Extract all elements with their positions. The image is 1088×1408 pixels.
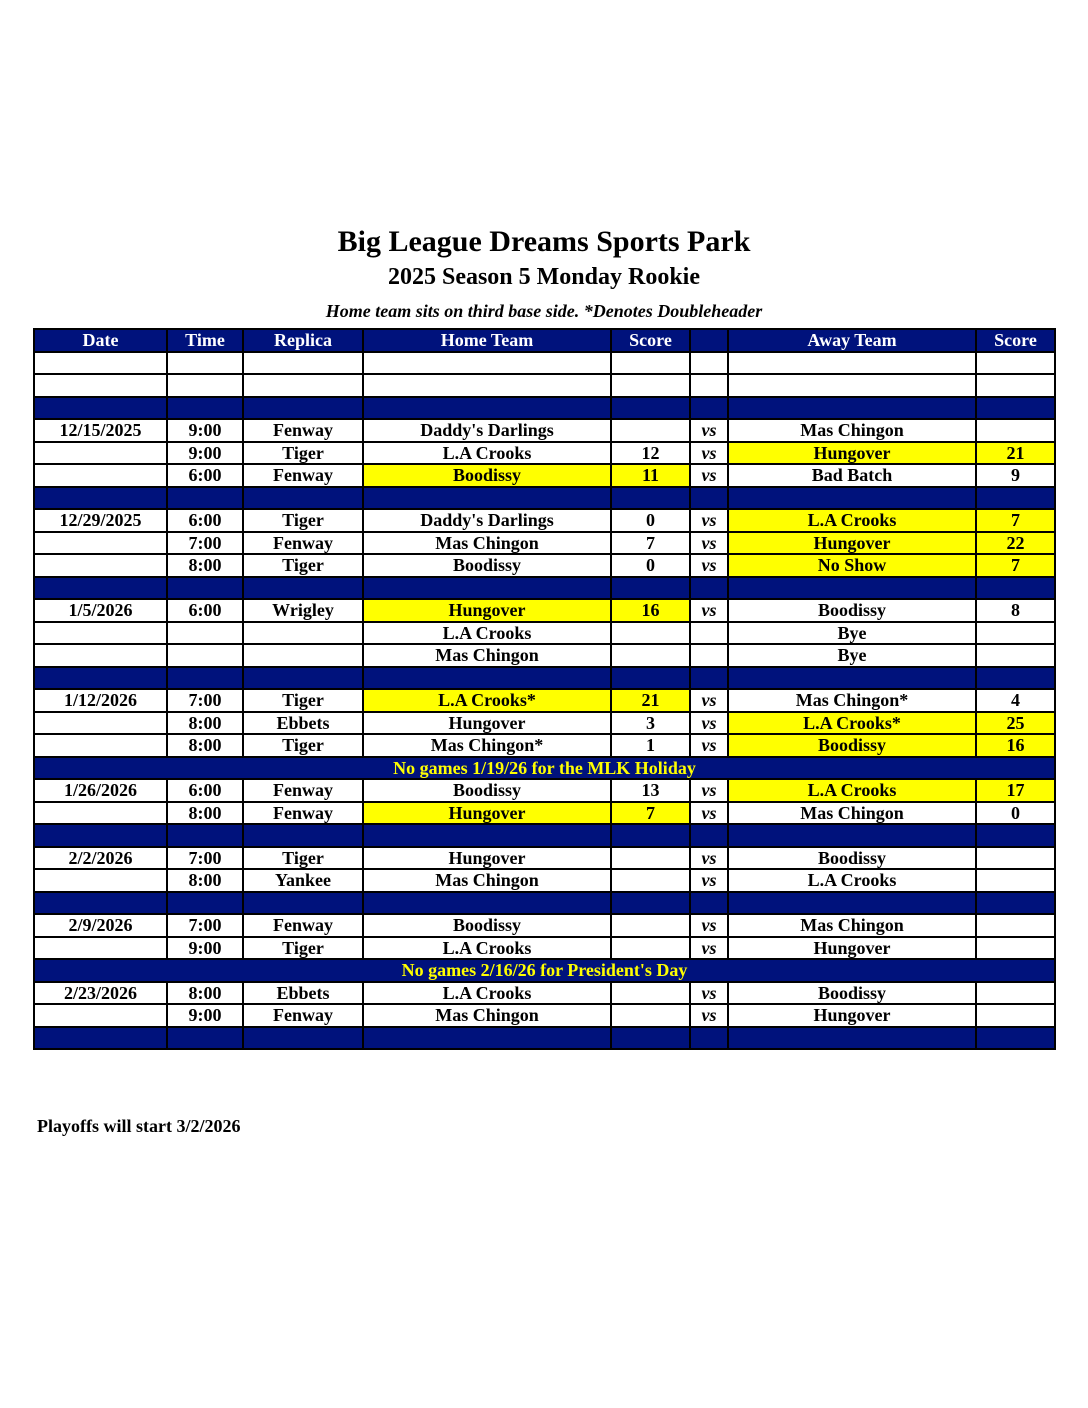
game-row (34, 847, 1055, 870)
holiday-banner-row (34, 959, 1055, 982)
date-cell: 12/29/2025 (34, 509, 167, 532)
time-cell: 6:00 (167, 779, 243, 802)
vs-cell: vs (690, 869, 728, 892)
away-team-cell: Bye (728, 644, 976, 667)
away-team-cell: Boodissy (728, 982, 976, 1005)
vs-cell: vs (690, 847, 728, 870)
replica-cell: Yankee (243, 869, 363, 892)
date-cell: 1/5/2026 (34, 599, 167, 622)
date-cell (34, 1004, 167, 1027)
empty-cell (976, 1027, 1055, 1050)
away-team-cell: Boodissy (728, 734, 976, 757)
time-cell: 8:00 (167, 982, 243, 1005)
replica-cell: Fenway (243, 1004, 363, 1027)
home-score-cell (611, 982, 690, 1005)
home-team-cell: L.A Crooks (363, 982, 611, 1005)
game-row (34, 869, 1055, 892)
vs-cell: vs (690, 802, 728, 825)
replica-cell: Fenway (243, 532, 363, 555)
home-score-cell: 11 (611, 464, 690, 487)
empty-cell (243, 667, 363, 690)
away-score-cell (976, 937, 1055, 960)
home-team-cell: L.A Crooks* (363, 689, 611, 712)
time-cell: 6:00 (167, 599, 243, 622)
empty-cell (690, 667, 728, 690)
vs-cell: vs (690, 937, 728, 960)
separator-row (34, 397, 1055, 420)
empty-cell (690, 374, 728, 397)
replica-cell: Fenway (243, 914, 363, 937)
replica-cell: Fenway (243, 419, 363, 442)
replica-cell: Tiger (243, 734, 363, 757)
header-time: Time (167, 329, 243, 352)
empty-cell (34, 374, 167, 397)
empty-cell (34, 824, 167, 847)
away-team-cell: L.A Crooks (728, 509, 976, 532)
date-cell (34, 937, 167, 960)
away-team-cell: Mas Chingon* (728, 689, 976, 712)
date-cell (34, 554, 167, 577)
header-away-team: Away Team (728, 329, 976, 352)
table-header-row (34, 329, 1055, 352)
vs-cell: vs (690, 554, 728, 577)
time-cell: 8:00 (167, 712, 243, 735)
empty-cell (34, 487, 167, 510)
game-row (34, 779, 1055, 802)
empty-cell (34, 667, 167, 690)
header-replica: Replica (243, 329, 363, 352)
time-cell: 9:00 (167, 419, 243, 442)
vs-cell: vs (690, 419, 728, 442)
game-row (34, 734, 1055, 757)
header-home-team: Home Team (363, 329, 611, 352)
away-team-cell: Mas Chingon (728, 914, 976, 937)
game-row (34, 1004, 1055, 1027)
home-team-cell: Hungover (363, 802, 611, 825)
vs-cell: vs (690, 779, 728, 802)
game-row (34, 419, 1055, 442)
separator-row (34, 487, 1055, 510)
time-cell: 6:00 (167, 509, 243, 532)
away-score-cell (976, 644, 1055, 667)
home-score-cell (611, 1004, 690, 1027)
game-row (34, 644, 1055, 667)
replica-cell: Tiger (243, 937, 363, 960)
holiday-banner-row (34, 757, 1055, 780)
home-score-cell: 0 (611, 509, 690, 532)
separator-row (34, 824, 1055, 847)
separator-row (34, 892, 1055, 915)
home-team-cell: Hungover (363, 847, 611, 870)
vs-cell: vs (690, 982, 728, 1005)
empty-cell (728, 892, 976, 915)
empty-cell (363, 374, 611, 397)
empty-cell (611, 892, 690, 915)
page-subtitle: 2025 Season 5 Monday Rookie (387, 264, 701, 290)
empty-cell (34, 577, 167, 600)
away-score-cell: 22 (976, 532, 1055, 555)
empty-cell (611, 487, 690, 510)
home-team-cell: Mas Chingon* (363, 734, 611, 757)
playoffs-note: Playoffs will start 3/2/2026 (37, 1116, 241, 1136)
empty-cell (167, 352, 243, 375)
time-cell: 8:00 (167, 802, 243, 825)
date-cell: 2/23/2026 (34, 982, 167, 1005)
away-team-cell: L.A Crooks (728, 869, 976, 892)
vs-cell (690, 644, 728, 667)
home-team-cell: Mas Chingon (363, 869, 611, 892)
empty-cell (243, 352, 363, 375)
empty-cell (976, 487, 1055, 510)
empty-cell (976, 577, 1055, 600)
home-score-cell: 16 (611, 599, 690, 622)
home-team-cell: Boodissy (363, 914, 611, 937)
empty-cell (167, 397, 243, 420)
vs-cell: vs (690, 442, 728, 465)
replica-cell: Tiger (243, 847, 363, 870)
home-team-cell: Hungover (363, 599, 611, 622)
home-team-cell: Mas Chingon (363, 532, 611, 555)
date-cell (34, 442, 167, 465)
home-team-cell: Boodissy (363, 554, 611, 577)
home-team-cell: Mas Chingon (363, 1004, 611, 1027)
replica-cell: Tiger (243, 554, 363, 577)
replica-cell: Tiger (243, 689, 363, 712)
home-score-cell: 0 (611, 554, 690, 577)
date-cell (34, 532, 167, 555)
empty-cell (728, 824, 976, 847)
empty-cell (363, 397, 611, 420)
home-score-cell (611, 644, 690, 667)
away-team-cell: Hungover (728, 937, 976, 960)
empty-cell (167, 374, 243, 397)
game-row (34, 982, 1055, 1005)
replica-cell: Ebbets (243, 712, 363, 735)
replica-cell (243, 644, 363, 667)
empty-cell (611, 397, 690, 420)
time-cell: 9:00 (167, 442, 243, 465)
away-score-cell (976, 1004, 1055, 1027)
empty-cell (363, 667, 611, 690)
empty-cell (690, 1027, 728, 1050)
date-cell (34, 869, 167, 892)
empty-cell (363, 892, 611, 915)
empty-cell (363, 352, 611, 375)
game-row (34, 554, 1055, 577)
empty-cell (728, 577, 976, 600)
date-cell (34, 734, 167, 757)
away-score-cell: 16 (976, 734, 1055, 757)
date-cell (34, 464, 167, 487)
away-team-cell: Hungover (728, 532, 976, 555)
empty-cell (34, 352, 167, 375)
schedule-note: Home team sits on third base side. *Denotes Doubleheader (325, 301, 763, 321)
blank-row (34, 352, 1055, 375)
empty-cell (690, 824, 728, 847)
schedule-body (34, 352, 1055, 1050)
time-cell: 9:00 (167, 1004, 243, 1027)
empty-cell (976, 824, 1055, 847)
game-row (34, 802, 1055, 825)
vs-cell (690, 622, 728, 645)
separator-row (34, 667, 1055, 690)
replica-cell: Fenway (243, 802, 363, 825)
vs-cell: vs (690, 532, 728, 555)
home-score-cell (611, 914, 690, 937)
empty-cell (243, 487, 363, 510)
away-score-cell: 25 (976, 712, 1055, 735)
time-cell (167, 622, 243, 645)
away-score-cell (976, 869, 1055, 892)
time-cell: 7:00 (167, 689, 243, 712)
date-cell (34, 644, 167, 667)
away-team-cell: Mas Chingon (728, 802, 976, 825)
empty-cell (728, 487, 976, 510)
game-row (34, 509, 1055, 532)
empty-cell (976, 397, 1055, 420)
home-score-cell (611, 622, 690, 645)
home-score-cell (611, 869, 690, 892)
away-score-cell: 7 (976, 554, 1055, 577)
empty-cell (167, 487, 243, 510)
date-cell: 1/12/2026 (34, 689, 167, 712)
replica-cell: Tiger (243, 509, 363, 532)
game-row (34, 937, 1055, 960)
game-row (34, 712, 1055, 735)
away-team-cell: Boodissy (728, 599, 976, 622)
home-team-cell: Boodissy (363, 464, 611, 487)
date-cell: 1/26/2026 (34, 779, 167, 802)
empty-cell (728, 352, 976, 375)
home-score-cell: 13 (611, 779, 690, 802)
empty-cell (363, 577, 611, 600)
time-cell: 9:00 (167, 937, 243, 960)
empty-cell (167, 577, 243, 600)
vs-cell: vs (690, 464, 728, 487)
empty-cell (611, 667, 690, 690)
away-team-cell: Hungover (728, 442, 976, 465)
away-team-cell: Hungover (728, 1004, 976, 1027)
replica-cell: Tiger (243, 442, 363, 465)
date-cell (34, 802, 167, 825)
game-row (34, 914, 1055, 937)
time-cell: 7:00 (167, 532, 243, 555)
vs-cell: vs (690, 509, 728, 532)
empty-cell (243, 397, 363, 420)
away-team-cell: L.A Crooks (728, 779, 976, 802)
time-cell: 8:00 (167, 734, 243, 757)
header-away-score: Score (976, 329, 1055, 352)
home-team-cell: L.A Crooks (363, 937, 611, 960)
empty-cell (690, 397, 728, 420)
away-score-cell (976, 982, 1055, 1005)
home-team-cell: Boodissy (363, 779, 611, 802)
empty-cell (728, 667, 976, 690)
empty-cell (611, 577, 690, 600)
home-score-cell: 12 (611, 442, 690, 465)
empty-cell (728, 374, 976, 397)
holiday-banner: No games 1/19/26 for the MLK Holiday (34, 757, 1055, 780)
date-cell: 12/15/2025 (34, 419, 167, 442)
empty-cell (34, 892, 167, 915)
empty-cell (728, 397, 976, 420)
away-team-cell: Mas Chingon (728, 419, 976, 442)
empty-cell (690, 892, 728, 915)
away-score-cell: 8 (976, 599, 1055, 622)
away-team-cell: Bad Batch (728, 464, 976, 487)
date-cell (34, 712, 167, 735)
home-score-cell: 3 (611, 712, 690, 735)
empty-cell (690, 352, 728, 375)
vs-cell: vs (690, 734, 728, 757)
date-cell: 2/2/2026 (34, 847, 167, 870)
empty-cell (976, 374, 1055, 397)
away-score-cell: 9 (976, 464, 1055, 487)
time-cell: 6:00 (167, 464, 243, 487)
empty-cell (611, 374, 690, 397)
game-row (34, 599, 1055, 622)
home-score-cell (611, 419, 690, 442)
empty-cell (243, 892, 363, 915)
empty-cell (34, 1027, 167, 1050)
time-cell: 8:00 (167, 554, 243, 577)
empty-cell (34, 397, 167, 420)
away-score-cell: 4 (976, 689, 1055, 712)
away-score-cell: 21 (976, 442, 1055, 465)
vs-cell: vs (690, 712, 728, 735)
home-score-cell: 21 (611, 689, 690, 712)
game-row (34, 442, 1055, 465)
empty-cell (611, 1027, 690, 1050)
vs-cell: vs (690, 1004, 728, 1027)
empty-cell (363, 824, 611, 847)
home-team-cell: Daddy's Darlings (363, 509, 611, 532)
empty-cell (976, 352, 1055, 375)
away-score-cell (976, 622, 1055, 645)
empty-cell (167, 892, 243, 915)
empty-cell (167, 824, 243, 847)
away-team-cell: Boodissy (728, 847, 976, 870)
replica-cell: Ebbets (243, 982, 363, 1005)
home-team-cell: Hungover (363, 712, 611, 735)
empty-cell (243, 824, 363, 847)
away-score-cell: 0 (976, 802, 1055, 825)
home-score-cell (611, 847, 690, 870)
home-score-cell: 7 (611, 532, 690, 555)
home-score-cell: 7 (611, 802, 690, 825)
header-home-score: Score (611, 329, 690, 352)
page-title: Big League Dreams Sports Park (337, 225, 751, 258)
separator-row (34, 577, 1055, 600)
empty-cell (243, 577, 363, 600)
separator-row (34, 1027, 1055, 1050)
date-cell: 2/9/2026 (34, 914, 167, 937)
date-cell (34, 622, 167, 645)
empty-cell (690, 487, 728, 510)
home-team-cell: L.A Crooks (363, 442, 611, 465)
home-team-cell: L.A Crooks (363, 622, 611, 645)
away-team-cell: Bye (728, 622, 976, 645)
schedule-table (33, 328, 1056, 1050)
header-vs (690, 329, 728, 352)
empty-cell (728, 1027, 976, 1050)
holiday-banner: No games 2/16/26 for President's Day (34, 959, 1055, 982)
header-date: Date (34, 329, 167, 352)
empty-cell (976, 892, 1055, 915)
away-team-cell: No Show (728, 554, 976, 577)
away-team-cell: L.A Crooks* (728, 712, 976, 735)
home-score-cell: 1 (611, 734, 690, 757)
time-cell (167, 644, 243, 667)
empty-cell (363, 487, 611, 510)
game-row (34, 689, 1055, 712)
away-score-cell (976, 419, 1055, 442)
vs-cell: vs (690, 599, 728, 622)
game-row (34, 464, 1055, 487)
home-team-cell: Daddy's Darlings (363, 419, 611, 442)
game-row (34, 532, 1055, 555)
vs-cell: vs (690, 689, 728, 712)
vs-cell: vs (690, 914, 728, 937)
time-cell: 7:00 (167, 914, 243, 937)
home-score-cell (611, 937, 690, 960)
time-cell: 8:00 (167, 869, 243, 892)
time-cell: 7:00 (167, 847, 243, 870)
away-score-cell: 7 (976, 509, 1055, 532)
empty-cell (167, 1027, 243, 1050)
game-row (34, 622, 1055, 645)
empty-cell (167, 667, 243, 690)
empty-cell (363, 1027, 611, 1050)
blank-row (34, 374, 1055, 397)
empty-cell (976, 667, 1055, 690)
home-team-cell: Mas Chingon (363, 644, 611, 667)
empty-cell (611, 824, 690, 847)
away-score-cell: 17 (976, 779, 1055, 802)
empty-cell (243, 374, 363, 397)
away-score-cell (976, 847, 1055, 870)
empty-cell (243, 1027, 363, 1050)
replica-cell: Wrigley (243, 599, 363, 622)
empty-cell (611, 352, 690, 375)
empty-cell (690, 577, 728, 600)
replica-cell (243, 622, 363, 645)
away-score-cell (976, 914, 1055, 937)
replica-cell: Fenway (243, 779, 363, 802)
replica-cell: Fenway (243, 464, 363, 487)
